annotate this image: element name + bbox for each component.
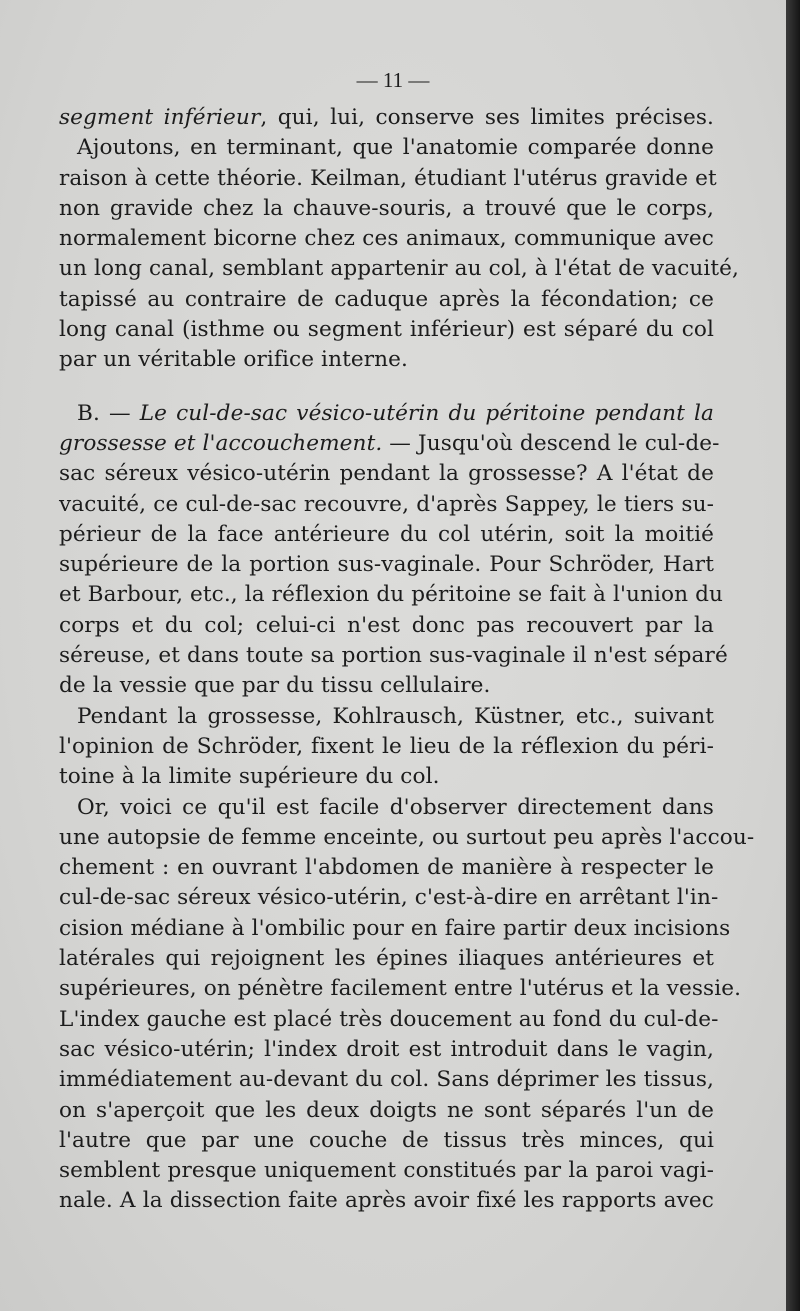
italic-span: grossesse et l'accouchement.: [59, 430, 383, 456]
text-line: et Barbour, etc., la réflexion du péritoine se fait à l'union du: [59, 582, 724, 608]
body-text: [59, 103, 755, 1217]
section-heading-line: grossesse et l'accouchement. — Jusqu'où descend le cul-de-: [59, 430, 720, 456]
text-line: long canal (isthme ou segment inférieur) est séparé du col: [59, 317, 714, 343]
text-line: on s'aperçoit que les deux doigts ne sont séparés l'un de: [59, 1097, 714, 1123]
text-line: une autopsie de femme enceinte, ou surtout peu après l'accou-: [59, 824, 755, 850]
text-line: corps et du col; celui-ci n'est donc pas recouvert par la: [59, 612, 714, 638]
text-line: sac séreux vésico-utérin pendant la grossesse? A l'état de: [59, 461, 714, 487]
text-line: semblent presque uniquement constitués par la paroi vagi-: [59, 1158, 714, 1184]
text-line: supérieures, on pénètre facilement entre l'utérus et la vessie.: [59, 976, 742, 1002]
italic-span: segment inférieur: [59, 105, 261, 130]
text-line: normalement bicorne chez ces animaux, communique avec: [59, 226, 714, 252]
text-line: latérales qui rejoignent les épines iliaques antérieures et: [59, 946, 714, 972]
text-line: par un véritable orifice interne.: [59, 347, 409, 373]
text-line: Ajoutons, en terminant, que l'anatomie comparée donne: [77, 135, 714, 161]
text-line: L'index gauche est placé très doucement au fond du cul-de-: [59, 1006, 719, 1032]
text-line: nale. A la dissection faite après avoir fixé les rapports avec: [59, 1188, 714, 1214]
text-line: Or, voici ce qu'il est facile d'observer directement dans: [77, 794, 714, 820]
page-edge-shadow: [786, 0, 800, 1311]
text-line: vacuité, ce cul-de-sac recouvre, d'après Sappey, le tiers su-: [59, 491, 714, 517]
text-line: l'opinion de Schröder, fixent le lieu de la réflexion du péri-: [59, 733, 714, 759]
text-line: tapissé au contraire de caduque après la fécondation; ce: [59, 286, 714, 312]
page-number: — 11 —: [356, 68, 430, 92]
text-line: cision médiane à l'ombilic pour en faire partir deux incisions: [59, 915, 731, 941]
text-line: immédiatement au-devant du col. Sans déprimer les tissus,: [59, 1067, 714, 1093]
text-line: chement : en ouvrant l'abdomen de manière à respecter le: [59, 855, 714, 881]
italic-span: Le cul-de-sac vésico-utérin du péritoine pendant la: [139, 400, 714, 426]
text-line: segment inférieur, qui, lui, conserve ses limites précises.: [59, 105, 714, 130]
text-line: toine à la limite supérieure du col.: [59, 764, 440, 790]
text-line: sac vésico-utérin; l'index droit est introduit dans le vagin,: [59, 1036, 714, 1062]
text-line: raison à cette théorie. Keilman, étudiant l'utérus gravide et: [59, 165, 717, 191]
text-line: périeur de la face antérieure du col utérin, soit la moitié: [59, 521, 714, 547]
text-line: cul-de-sac séreux vésico-utérin, c'est-à-dire en arrêtant l'in-: [59, 885, 719, 911]
text-line: l'autre que par une couche de tissus très minces, qui: [59, 1127, 714, 1153]
text-line: supérieure de la portion sus-vaginale. Pour Schröder, Hart: [59, 552, 714, 578]
section-heading-line: B. — Le cul-de-sac vésico-utérin du péritoine pendant la: [77, 400, 714, 426]
text-line: Pendant la grossesse, Kohlrausch, Küstner, etc., suivant: [77, 703, 714, 729]
text-line: de la vessie que par du tissu cellulaire.: [59, 673, 491, 699]
text-line: séreuse, et dans toute sa portion sus-vaginale il n'est séparé: [59, 643, 728, 669]
text-line: un long canal, semblant appartenir au col, à l'état de vacuité,: [59, 256, 740, 282]
text-line: non gravide chez la chauve-souris, a trouvé que le corps,: [59, 195, 714, 221]
